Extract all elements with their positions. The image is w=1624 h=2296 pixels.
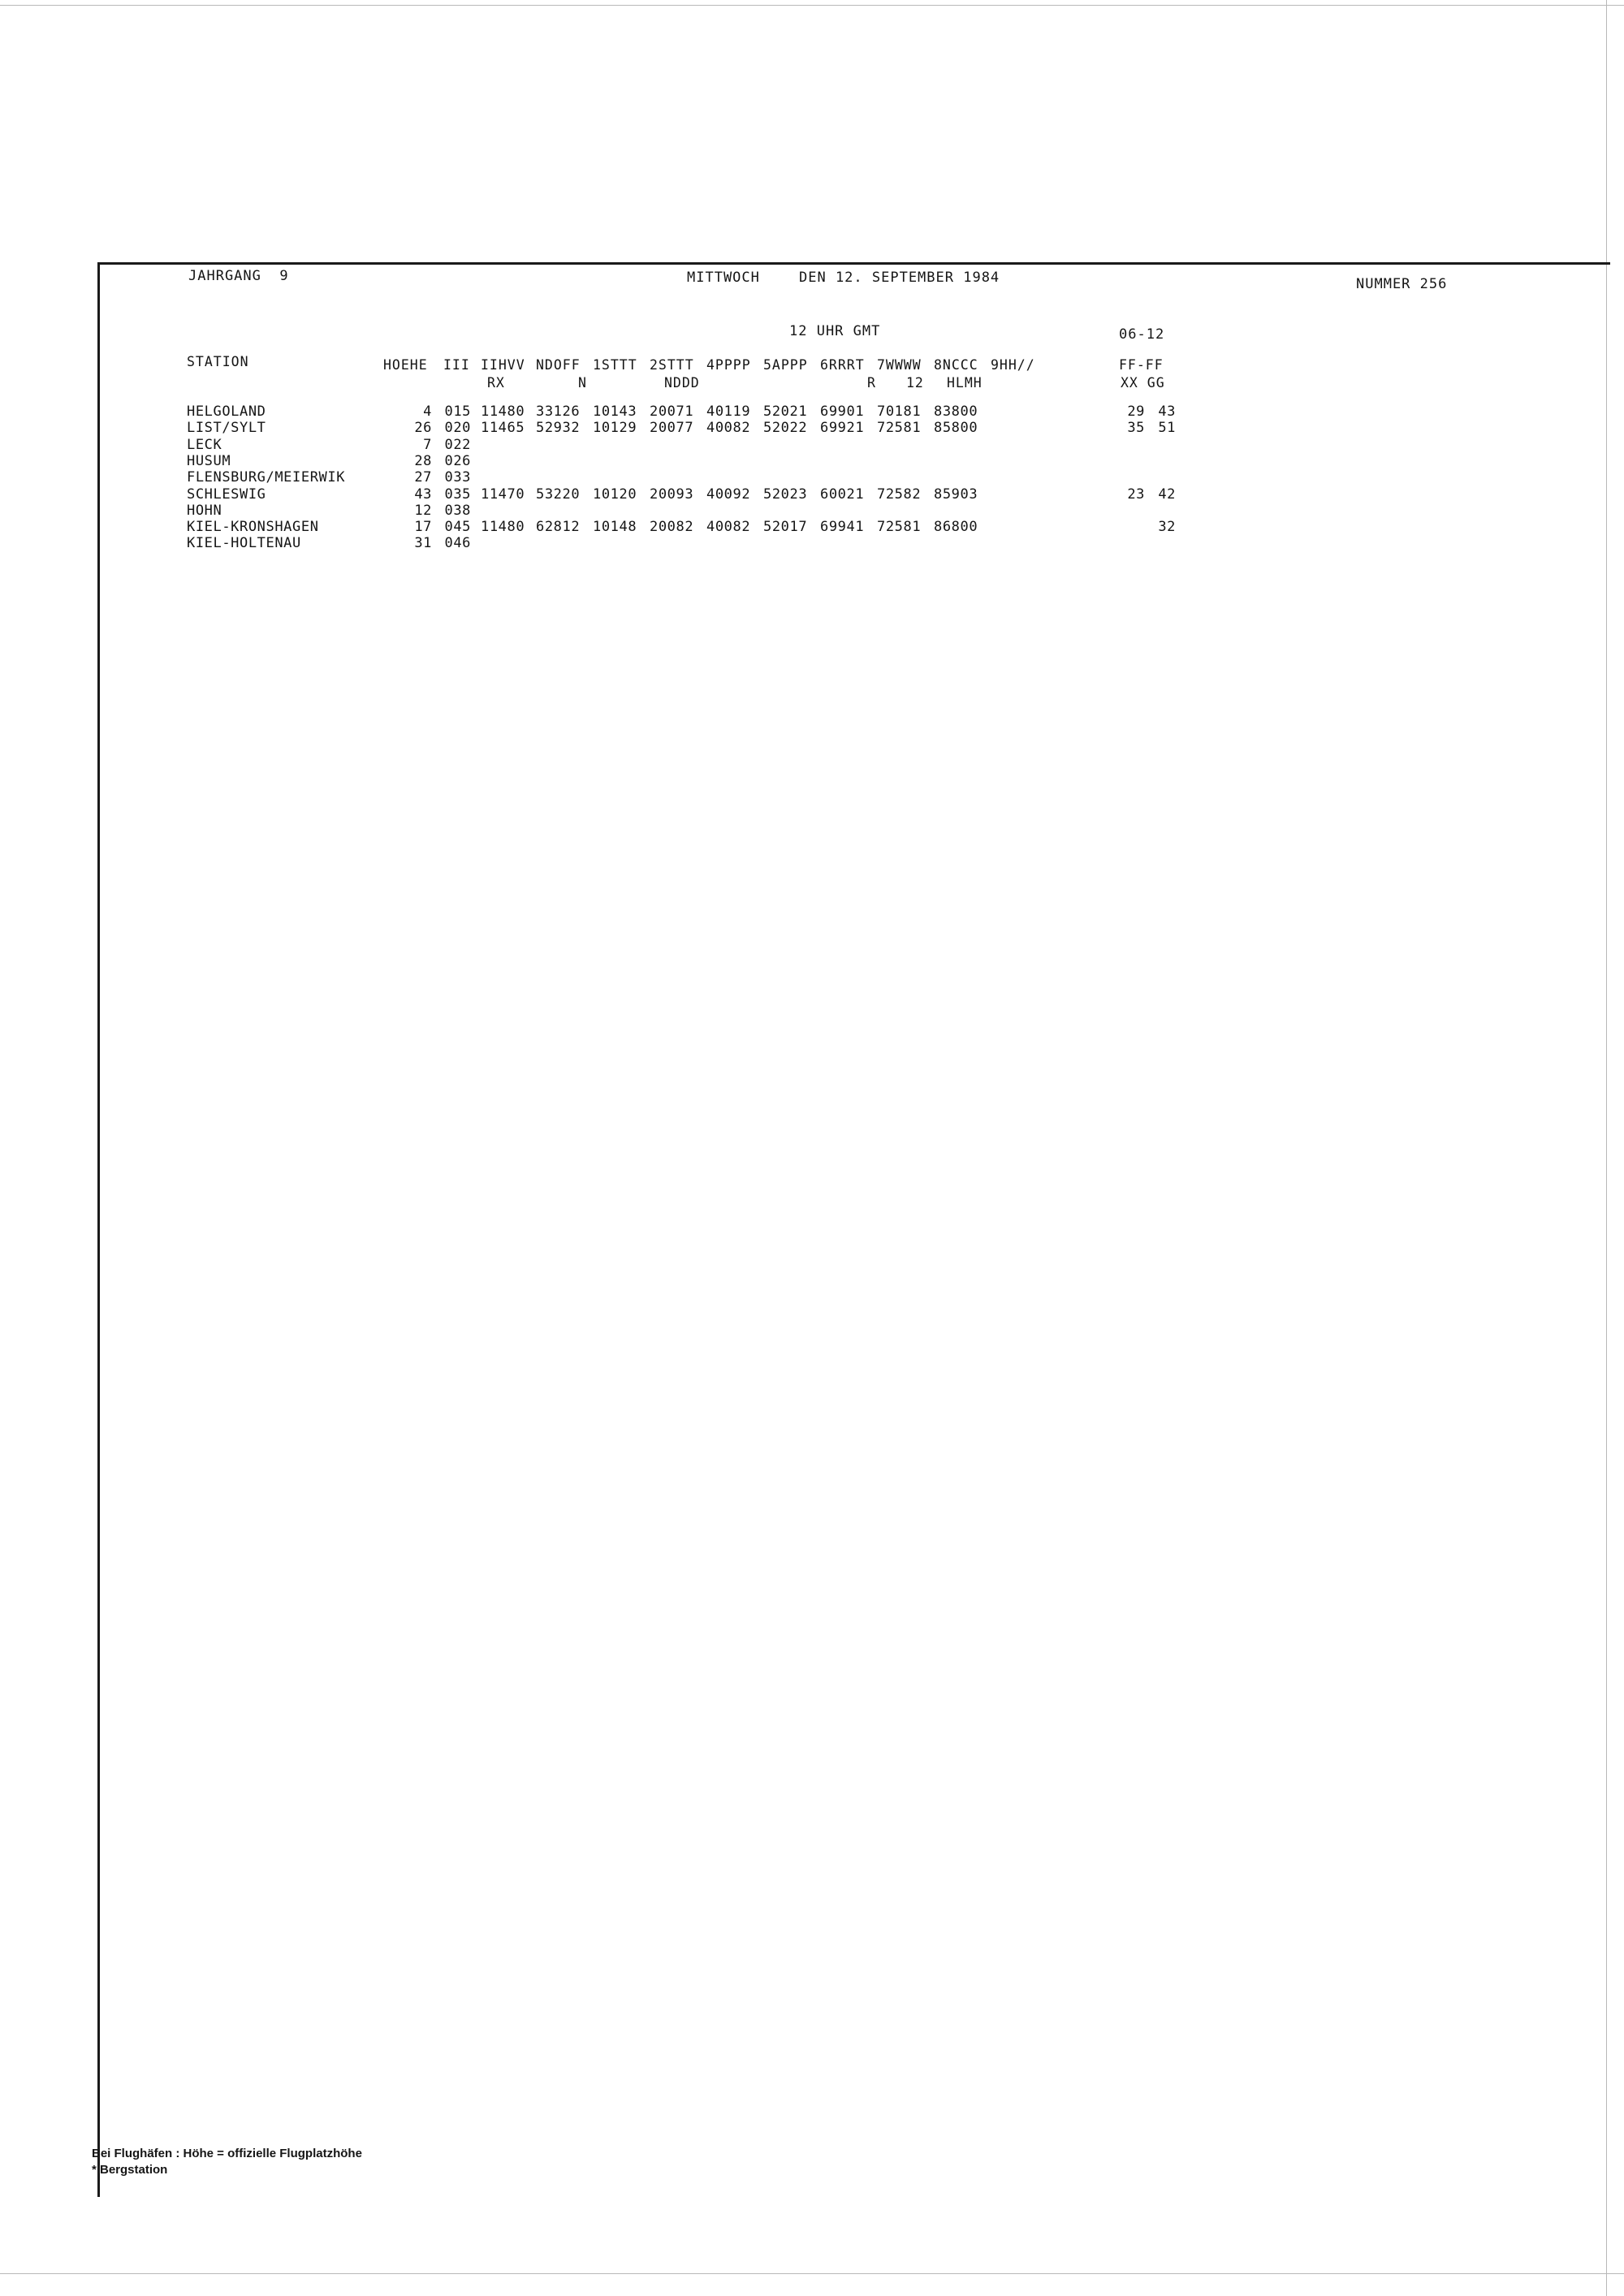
cell-ff: 23	[1127, 486, 1145, 503]
cell-1sttt: 10120	[593, 486, 637, 503]
cell-2sttt: 20093	[650, 486, 694, 503]
cell-hoehe: 7	[423, 436, 432, 453]
cell-8nccc: 85903	[934, 486, 978, 503]
cell-hoehe: 17	[414, 519, 432, 536]
col-4pppp: 4PPPP	[706, 357, 751, 373]
cell-gg: 51	[1158, 420, 1176, 437]
cell-ndoff: 52932	[536, 420, 581, 437]
cell-5appp: 52021	[763, 404, 808, 420]
cell-7wwww: 72581	[877, 519, 922, 536]
table-row	[0, 519, 1299, 535]
cell-6rrrt: 69901	[820, 404, 865, 420]
col-sub-nddd: NDDD	[664, 375, 700, 391]
cell-ndoff: 53220	[536, 486, 581, 503]
col-hoehe: HOEHE	[383, 357, 428, 373]
cell-8nccc: 85800	[934, 420, 978, 437]
cell-hoehe: 31	[414, 535, 432, 552]
cell-hoehe: 43	[414, 486, 432, 503]
cell-hoehe: 27	[414, 469, 432, 486]
cell-ndoff: 33126	[536, 404, 581, 420]
cell-ff: 29	[1127, 404, 1145, 420]
weekday-label: MITTWOCH	[687, 270, 760, 286]
cell-4pppp: 40082	[706, 519, 751, 536]
cell-gg: 42	[1158, 486, 1176, 503]
cell-hoehe: 12	[414, 502, 432, 519]
table-row	[0, 469, 1299, 486]
cell-stat: HELGOLAND	[187, 404, 266, 420]
cell-1sttt: 10143	[593, 404, 637, 420]
cell-5appp: 52023	[763, 486, 808, 503]
cell-ff: 35	[1127, 420, 1145, 437]
table-row	[0, 453, 1299, 469]
cell-hoehe: 4	[423, 404, 432, 420]
cell-iii: 035	[444, 486, 471, 503]
col-8nccc: 8NCCC	[934, 357, 978, 373]
cell-hoehe: 28	[414, 452, 432, 469]
cell-iihvv: 11465	[481, 420, 525, 437]
cell-2sttt: 20077	[650, 420, 694, 437]
scan-edge-top	[0, 5, 1624, 6]
cell-iii: 045	[444, 519, 471, 536]
col-5appp: 5APPP	[763, 357, 808, 373]
col-ff: FF-FF	[1119, 357, 1164, 373]
table-row	[0, 420, 1299, 436]
cell-stat: HUSUM	[187, 452, 231, 469]
cell-6rrrt: 60021	[820, 486, 865, 503]
jahrgang-label: JAHRGANG 9	[188, 268, 289, 284]
date-label: DEN 12. SEPTEMBER 1984	[799, 270, 1000, 286]
cell-stat: LIST/SYLT	[187, 420, 266, 437]
cell-stat: KIEL-HOLTENAU	[187, 535, 301, 552]
col-2sttt: 2STTT	[650, 357, 694, 373]
cell-7wwww: 70181	[877, 404, 922, 420]
col-sub-n: N	[578, 375, 587, 391]
cell-7wwww: 72581	[877, 420, 922, 437]
cell-1sttt: 10129	[593, 420, 637, 437]
cell-4pppp: 40119	[706, 404, 751, 420]
cell-5appp: 52022	[763, 420, 808, 437]
cell-iii: 033	[444, 469, 471, 486]
col-station: STATION	[187, 354, 249, 369]
cell-iii: 020	[444, 420, 471, 437]
cell-2sttt: 20082	[650, 519, 694, 536]
footnote-mountain: * Bergstation	[92, 2163, 168, 2177]
cell-stat: HOHN	[187, 502, 222, 519]
cell-gg: 32	[1158, 519, 1176, 536]
col-sub-hlmh: HLMH	[947, 375, 983, 391]
col-sub-xxgg: XX GG	[1121, 375, 1165, 391]
table-row	[0, 503, 1299, 519]
cell-1sttt: 10148	[593, 519, 637, 536]
col-sub-r: R	[867, 375, 876, 391]
col-6rrrt: 6RRRT	[820, 357, 865, 373]
cell-2sttt: 20071	[650, 404, 694, 420]
cell-ndoff: 62812	[536, 519, 581, 536]
cell-8nccc: 86800	[934, 519, 978, 536]
cell-stat: SCHLESWIG	[187, 486, 266, 503]
col-1sttt: 1STTT	[593, 357, 637, 373]
cell-6rrrt: 69921	[820, 420, 865, 437]
col-9hh: 9HH//	[991, 357, 1035, 373]
col-ndoff: NDOFF	[536, 357, 581, 373]
observation-time: 12 UHR GMT	[789, 323, 881, 339]
issue-number: NUMMER 256	[1356, 276, 1448, 292]
table-frame	[97, 262, 1610, 2197]
col-sub-12: 12	[906, 375, 924, 391]
cell-iihvv: 11480	[481, 404, 525, 420]
cell-5appp: 52017	[763, 519, 808, 536]
cell-iii: 038	[444, 502, 471, 519]
scan-edge-bottom	[0, 2273, 1624, 2274]
cell-8nccc: 83800	[934, 404, 978, 420]
col-iii: III	[443, 357, 470, 373]
period-label: 06-12	[1119, 326, 1165, 343]
cell-4pppp: 40082	[706, 420, 751, 437]
cell-iii: 015	[444, 404, 471, 420]
cell-iihvv: 11480	[481, 519, 525, 536]
cell-iii: 046	[444, 535, 471, 552]
cell-stat: KIEL-KRONSHAGEN	[187, 519, 319, 536]
table-row	[0, 437, 1299, 453]
cell-iii: 026	[444, 452, 471, 469]
col-iihvv: IIHVV	[481, 357, 525, 373]
cell-gg: 43	[1158, 404, 1176, 420]
cell-iii: 022	[444, 436, 471, 453]
table-row	[0, 404, 1299, 420]
table-row	[0, 535, 1299, 551]
cell-stat: LECK	[187, 436, 222, 453]
table-row	[0, 486, 1299, 503]
cell-7wwww: 72582	[877, 486, 922, 503]
col-sub-rx: RX	[487, 375, 505, 391]
footnote-airports: Bei Flughäfen : Höhe = offizielle Flugplatzhöhe	[92, 2147, 362, 2160]
cell-4pppp: 40092	[706, 486, 751, 503]
col-7wwww: 7WWWW	[877, 357, 922, 373]
cell-iihvv: 11470	[481, 486, 525, 503]
cell-6rrrt: 69941	[820, 519, 865, 536]
cell-hoehe: 26	[414, 420, 432, 437]
cell-stat: FLENSBURG/MEIERWIK	[187, 469, 346, 486]
